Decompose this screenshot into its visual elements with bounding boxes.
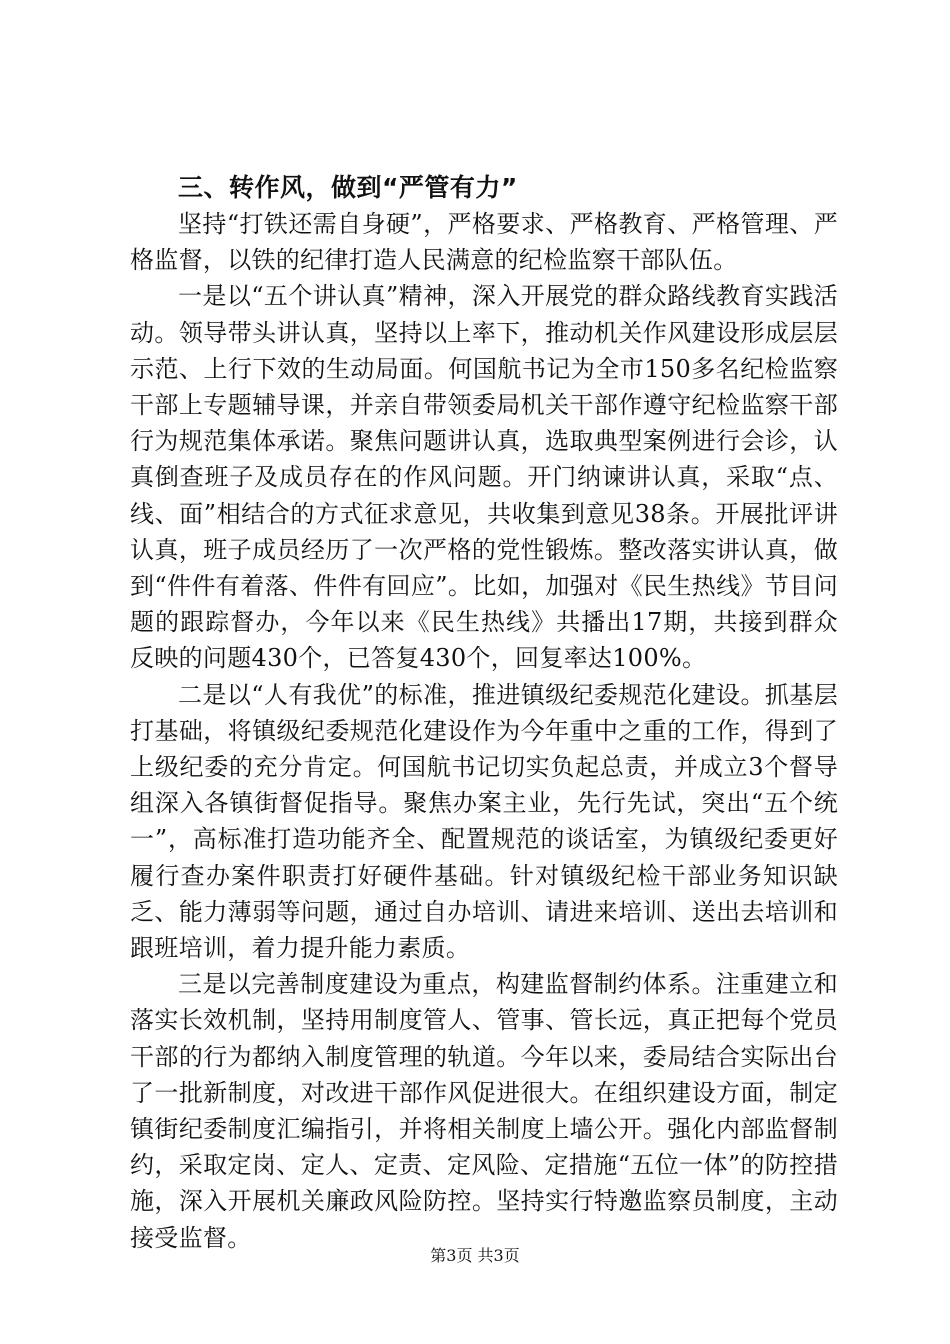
section-heading: 三、转作风，做到“严管有力” [178, 173, 518, 202]
paragraph-three: 三是以完善制度建设为重点，构建监督制约体系。注重建立和落实长效机制，坚持用制度管人、管事、管长远，真正把每个党员干部的行为都纳入制度管理的轨道。今年以来，委局结合实际出台了一批新制度，对改进干部作风促进很大。在组织建设方面，制定镇街纪委制度汇编指引，并将相关制度上墙公开。强化内部监督制约，采取定岗、定人、定责、定风险、定措施“五位一体”的防控措施，深入开展机关廉政风险防控。坚持实行特邀监察员制度，主动接受监督。 [130, 970, 838, 1252]
paragraph-one: 一是以“五个讲认真”精神，深入开展党的群众路线教育实践活动。领导带头讲认真，坚持以上率下，推动机关作风建设形成层层示范、上行下效的生动局面。何国航书记为全市150多名纪检监察干部上专题辅导课，并亲自带领委局机关干部作遵守纪检监察干部行为规范集体承诺。聚焦问题讲认真，选取典型案例进行会诊，认真倒查班子及成员存在的作风问题。开门纳谏讲认真，采取“点、线、面”相结合的方式征求意见，共收集到意见38条。开展批评讲认真，班子成员经历了一次严格的党性锻炼。整改落实讲认真，做到“件件有着落、件件有回应”。比如，加强对《民生热线》节目问题的跟踪督办，今年以来《民生热线》共播出17期，共接到群众反映的问题430个，已答复430个，回复率达100%。 [130, 282, 838, 673]
page-number-footer: 第3页 共3页 [430, 1246, 520, 1265]
document-body [130, 170, 838, 1256]
paragraph-intro: 坚持“打铁还需自身硬”，严格要求、严格教育、严格管理、严格监督，以铁的纪律打造人民满意的纪检监察干部队伍。 [130, 210, 838, 275]
paragraph-two: 二是以“人有我优”的标准，推进镇级纪委规范化建设。抓基层打基础，将镇级纪委规范化建设作为今年重中之重的工作，得到了上级纪委的充分肯定。何国航书记切实负起总责，并成立3个督导组深入各镇街督促指导。聚焦办案主业，先行先试，突出“五个统一”，高标准打造功能齐全、配置规范的谈话室，为镇级纪委更好履行查办案件职责打好硬件基础。针对镇级纪检干部业务知识缺乏、能力薄弱等问题，通过自办培训、请进来培训、送出去培训和跟班培训，着力提升能力素质。 [130, 680, 838, 963]
